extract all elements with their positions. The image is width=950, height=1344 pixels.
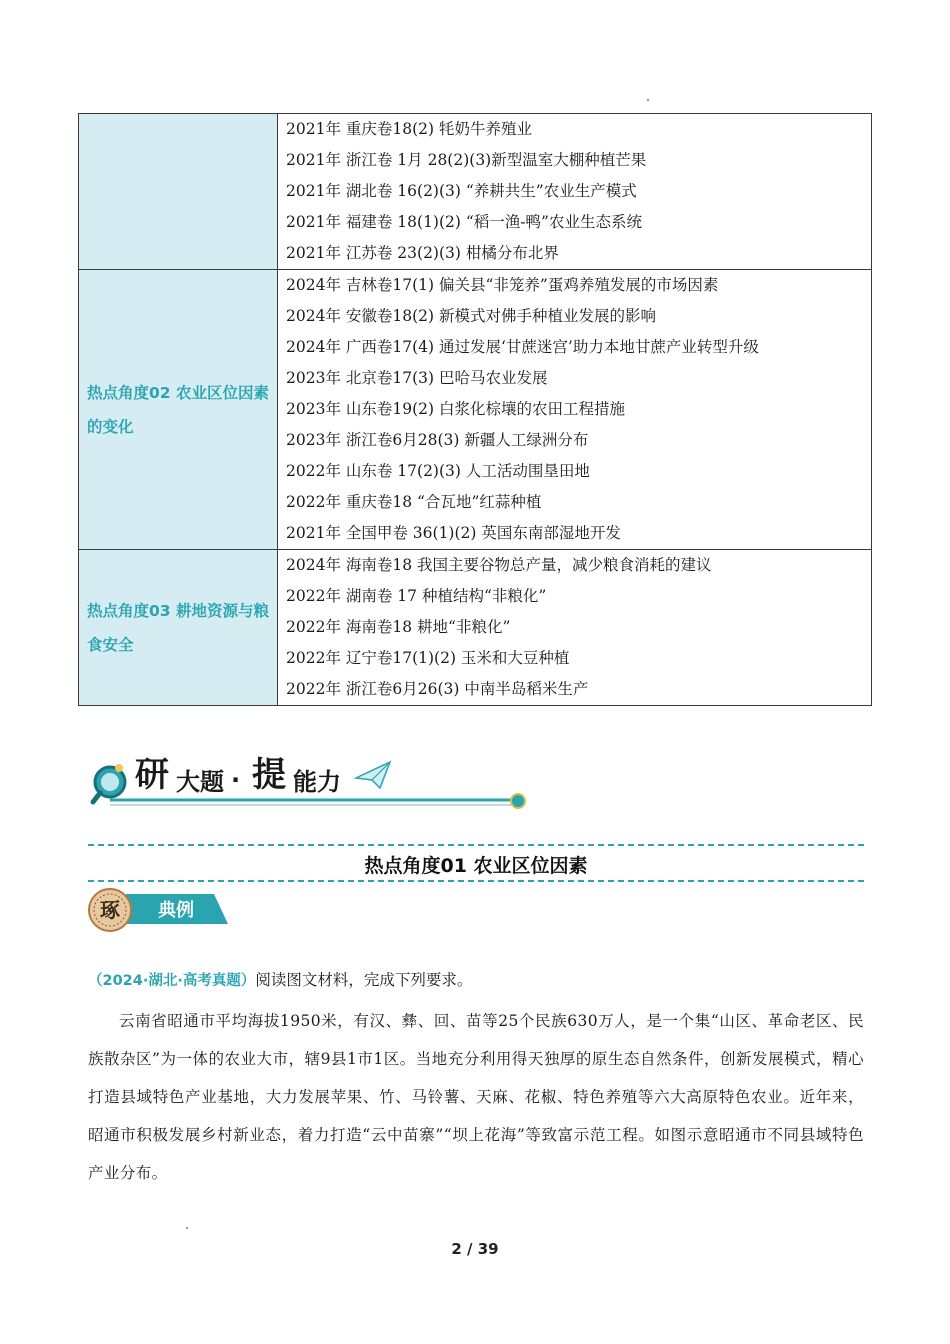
paper-plane-icon	[356, 762, 390, 788]
list-item: 2024年 海南卷18 我国主要谷物总产量，减少粮食消耗的建议	[286, 556, 712, 574]
list-item: 2021年 湖北卷 16(2)(3) “养耕共生”农业生产模式	[286, 182, 637, 200]
list-item: 2024年 安徽卷18(2) 新模式对佛手种植业发展的影响	[286, 307, 656, 325]
list-item: 2021年 福建卷 18(1)(2) “稻一渔-鸭”农业生态系统	[286, 213, 642, 231]
example-badge	[86, 886, 236, 934]
list-item: 2023年 北京卷17(3) 巴哈马农业发展	[286, 369, 548, 387]
group-title-cell	[79, 550, 278, 706]
group-title: 热点角度03 耕地资源与粮食安全	[87, 601, 269, 654]
question-intro	[88, 968, 472, 990]
list-item: 2022年 山东卷 17(2)(3) 人工活动围垦田地	[286, 462, 590, 480]
scan-speck	[647, 99, 649, 101]
list-item: 2021年 江苏卷 23(2)(3) 柑橘分布北界	[286, 244, 559, 262]
list-item: 2021年 浙江卷 1月 28(2)(3)新型温室大棚种植芒果	[286, 151, 647, 169]
material-paragraph: 云南省昭通市平均海拔1950米，有汉、彝、回、苗等25个民族630万人，是一个集“山区、革命老区、民族散杂区”为一体的农业大市，辖9县1市1区。当地充分利用得天独厚的原生态自然条件，创新发展模式，精心打造县域特色产业基地，大力发展苹果、竹、马铃薯、天麻、花椒、特色养殖等六大高原特色农业。近年来，昭通市积极发展乡村新业态，着力打造“云中苗寨”“坝上花海”等致富示范工程。如图示意昭通市不同县域特色产业分布。	[88, 1012, 864, 1182]
list-item: 2022年 重庆卷18 “合瓦地”红蒜种植	[286, 493, 542, 511]
hotspot-table	[78, 113, 872, 706]
section-title: 热点角度01 农业区位因素	[364, 855, 588, 877]
group-lines-cell	[278, 550, 872, 706]
table-row	[79, 114, 872, 270]
seal-char: 琢	[100, 898, 120, 922]
banner-char-yan: 研	[135, 755, 169, 795]
question-source: （2024·湖北·高考真题）	[88, 973, 256, 989]
list-item: 2023年 浙江卷6月28(3) 新疆人工绿洲分布	[286, 431, 589, 449]
table-row	[79, 550, 872, 706]
list-item: 2022年 海南卷18 耕地“非粮化”	[286, 618, 511, 636]
list-item: 2023年 山东卷19(2) 白浆化棕壤的农田工程措施	[286, 400, 625, 418]
question-instruction: 阅读图文材料，完成下列要求。	[255, 971, 473, 989]
list-item: 2024年 吉林卷17(1) 偏关县“非笼养”蛋鸡养殖发展的市场因素	[286, 276, 719, 294]
badge-label: 典例	[158, 900, 194, 921]
divider-bottom	[88, 880, 864, 882]
banner-text-dati: 大题	[176, 768, 224, 796]
list-item: 2021年 重庆卷18(2) 牦奶牛养殖业	[286, 120, 532, 138]
list-item: 2021年 全国甲卷 36(1)(2) 英国东南部湿地开发	[286, 524, 621, 542]
group-title-cell	[79, 114, 278, 270]
group-title-cell	[79, 270, 278, 550]
list-item: 2024年 广西卷17(4) 通过发展‘甘蔗迷宫’助力本地甘蔗产业转型升级	[286, 338, 759, 356]
divider-top	[88, 844, 864, 846]
list-item: 2022年 浙江卷6月26(3) 中南半岛稻米生产	[286, 680, 589, 698]
banner-char-ti: 提	[252, 755, 286, 795]
group-lines-cell	[278, 114, 872, 270]
group-title: 热点角度02 农业区位因素的变化	[87, 383, 269, 436]
section-banner	[88, 748, 538, 813]
page-number: 2 / 39	[451, 1240, 499, 1258]
list-item: 2022年 湖南卷 17 种植结构“非粮化”	[286, 587, 547, 605]
list-item: 2022年 辽宁卷17(1)(2) 玉米和大豆种植	[286, 649, 570, 667]
scan-speck	[186, 1227, 188, 1229]
table-row	[79, 270, 872, 550]
magnifier-icon	[93, 764, 125, 802]
banner-end-dot	[511, 794, 525, 808]
banner-text-nengli: 能力	[293, 768, 341, 796]
group-lines-cell	[278, 270, 872, 550]
banner-dot: ·	[231, 766, 241, 794]
